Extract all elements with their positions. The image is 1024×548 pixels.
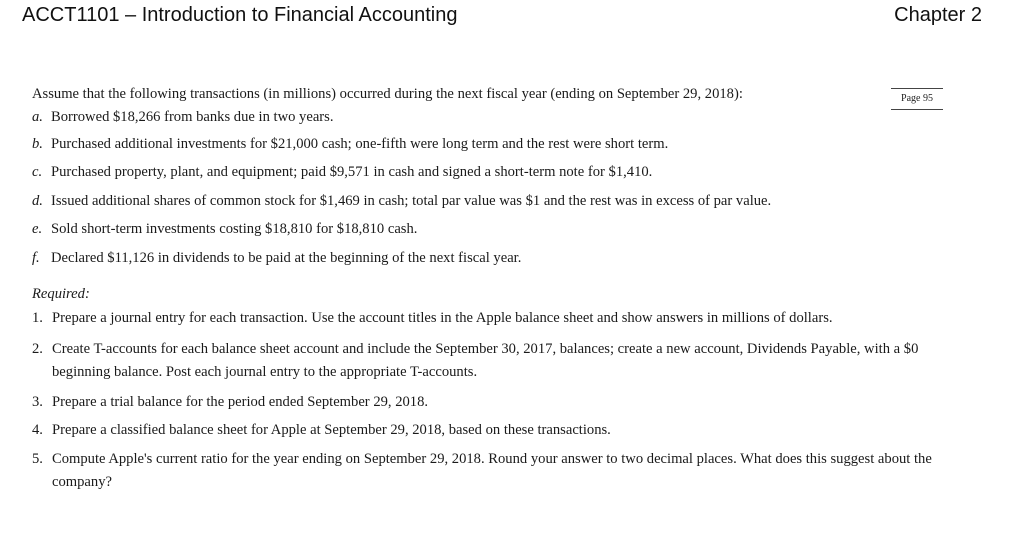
- requirement-text: Prepare a journal entry for each transaction. Use the account titles in the Apple balance sheet and show answers in millions of dollars.: [52, 310, 833, 326]
- transaction-text: Purchased property, plant, and equipment; paid $9,571 in cash and signed a short-term note for $1,410.: [51, 164, 653, 180]
- transaction-letter: b.: [32, 136, 43, 152]
- transaction-letter: c.: [32, 164, 43, 180]
- requirement-3: [32, 391, 962, 414]
- requirement-number: 5.: [32, 451, 43, 467]
- chapter-label: Chapter 2: [894, 4, 982, 26]
- required-heading: Required:: [32, 286, 90, 302]
- requirement-text: Create T-accounts for each balance sheet account and include the September 30, 2017, balances; create a new account, Dividends Payable, with a $0 beginning balance. Post each journal entry to the appropriate T-accounts.: [52, 341, 919, 380]
- transaction-letter: d.: [32, 193, 43, 209]
- problem-content: [32, 84, 962, 494]
- transaction-e: [32, 215, 962, 244]
- requirement-4: [32, 419, 962, 442]
- transaction-text: Borrowed $18,266 from banks due in two years.: [51, 109, 334, 125]
- course-title: ACCT1101 – Introduction to Financial Accounting: [22, 4, 458, 26]
- requirement-number: 3.: [32, 394, 43, 410]
- transaction-a: [32, 104, 962, 130]
- page-reference: Page 95: [891, 88, 943, 110]
- requirement-text: Prepare a classified balance sheet for Apple at September 29, 2018, based on these transactions.: [52, 422, 611, 438]
- transaction-b: [32, 130, 962, 158]
- transaction-text: Sold short-term investments costing $18,810 for $18,810 cash.: [51, 221, 418, 237]
- requirement-text: Prepare a trial balance for the period ended September 29, 2018.: [52, 394, 429, 410]
- requirement-number: 4.: [32, 422, 43, 438]
- transaction-letter: a.: [32, 109, 43, 125]
- transaction-c: [32, 158, 962, 187]
- requirement-number: 1.: [32, 310, 43, 326]
- transaction-d: [32, 187, 962, 215]
- transaction-letter: f.: [32, 250, 40, 266]
- requirement-number: 2.: [32, 341, 43, 357]
- requirement-text: Compute Apple's current ratio for the year ending on September 29, 2018. Round your answer to two decimal places. What does this suggest about the company?: [52, 451, 932, 490]
- transaction-text: Declared $11,126 in dividends to be paid at the beginning of the next fiscal year.: [51, 250, 522, 266]
- transaction-f: [32, 244, 962, 272]
- transaction-text: Purchased additional investments for $21,000 cash; one-fifth were long term and the rest were short term.: [51, 136, 669, 152]
- problem-intro: Assume that the following transactions (in millions) occurred during the next fiscal year (ending on September 29, 2018):: [32, 86, 743, 102]
- transaction-text: Issued additional shares of common stock for $1,469 in cash; total par value was $1 and the rest was in excess of par value.: [51, 193, 772, 209]
- requirement-2: [32, 338, 962, 384]
- transaction-letter: e.: [32, 221, 43, 237]
- requirement-5: [32, 448, 962, 494]
- requirement-1: [32, 307, 962, 330]
